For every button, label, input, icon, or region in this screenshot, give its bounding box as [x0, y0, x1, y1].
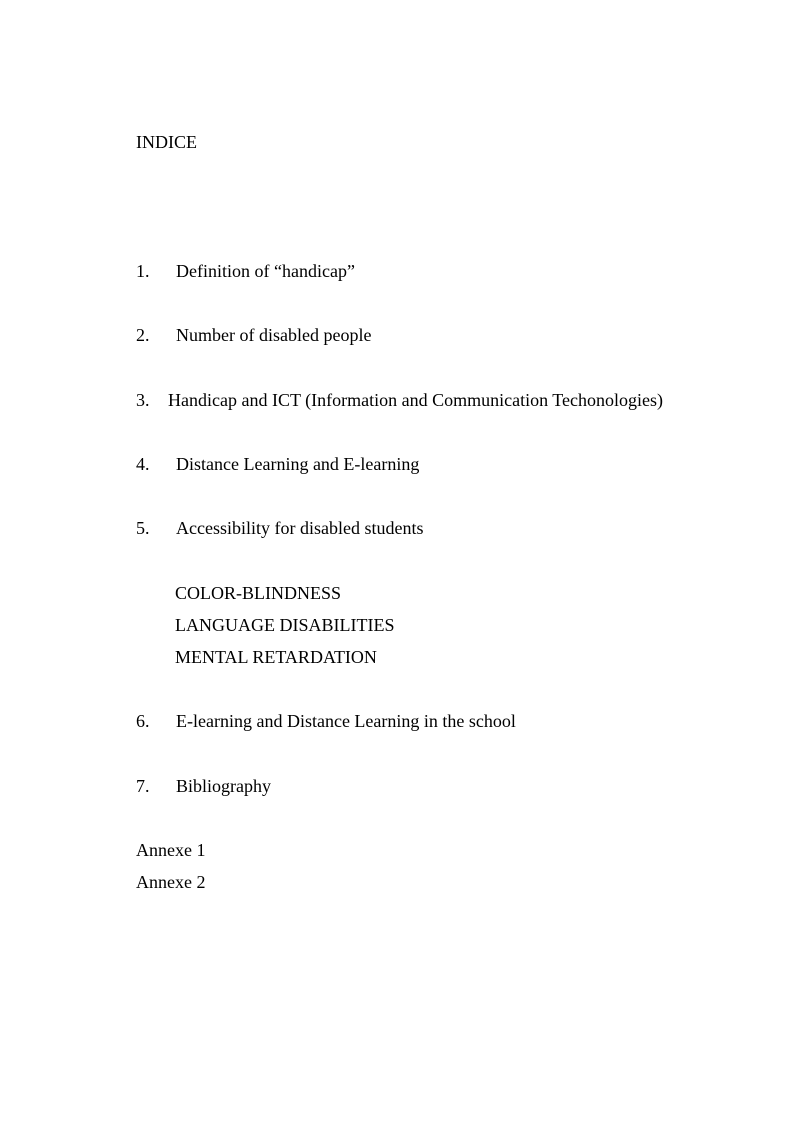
- toc-item-3: [136, 389, 736, 411]
- toc-item-number: 7.: [136, 776, 150, 796]
- toc-item-5: [136, 517, 736, 539]
- toc-item-label: Handicap and ICT (Information and Communication Techonologies): [168, 390, 663, 410]
- toc-item-label: Accessibility for disabled students: [176, 518, 424, 538]
- toc-item-6: [136, 710, 736, 732]
- toc-subitem-mental-retardation: MENTAL RETARDATION: [175, 647, 377, 667]
- toc-item-label: Distance Learning and E-learning: [176, 454, 420, 474]
- toc-item-1: [136, 260, 736, 282]
- page-title: INDICE: [136, 132, 197, 152]
- toc-item-4: [136, 453, 736, 475]
- toc-item-number: 2.: [136, 325, 150, 345]
- toc-item-number: 5.: [136, 518, 150, 538]
- toc-item-label: Number of disabled people: [176, 325, 372, 345]
- toc-item-number: 6.: [136, 711, 150, 731]
- toc-item-number: 4.: [136, 454, 150, 474]
- toc-item-label: Bibliography: [176, 776, 271, 796]
- annexe-2: Annexe 2: [136, 872, 206, 892]
- toc-item-label: Definition of “handicap”: [176, 261, 355, 281]
- toc-item-7: [136, 775, 736, 797]
- annexe-1: Annexe 1: [136, 840, 206, 860]
- toc-item-number: 1.: [136, 261, 150, 281]
- toc-subitem-language-disabilities: LANGUAGE DISABILITIES: [175, 615, 395, 635]
- toc-item-2: [136, 324, 736, 346]
- toc-item-number: 3.: [136, 390, 150, 410]
- toc-subitem-color-blindness: COLOR-BLINDNESS: [175, 583, 342, 603]
- toc-item-label: E-learning and Distance Learning in the school: [176, 711, 516, 731]
